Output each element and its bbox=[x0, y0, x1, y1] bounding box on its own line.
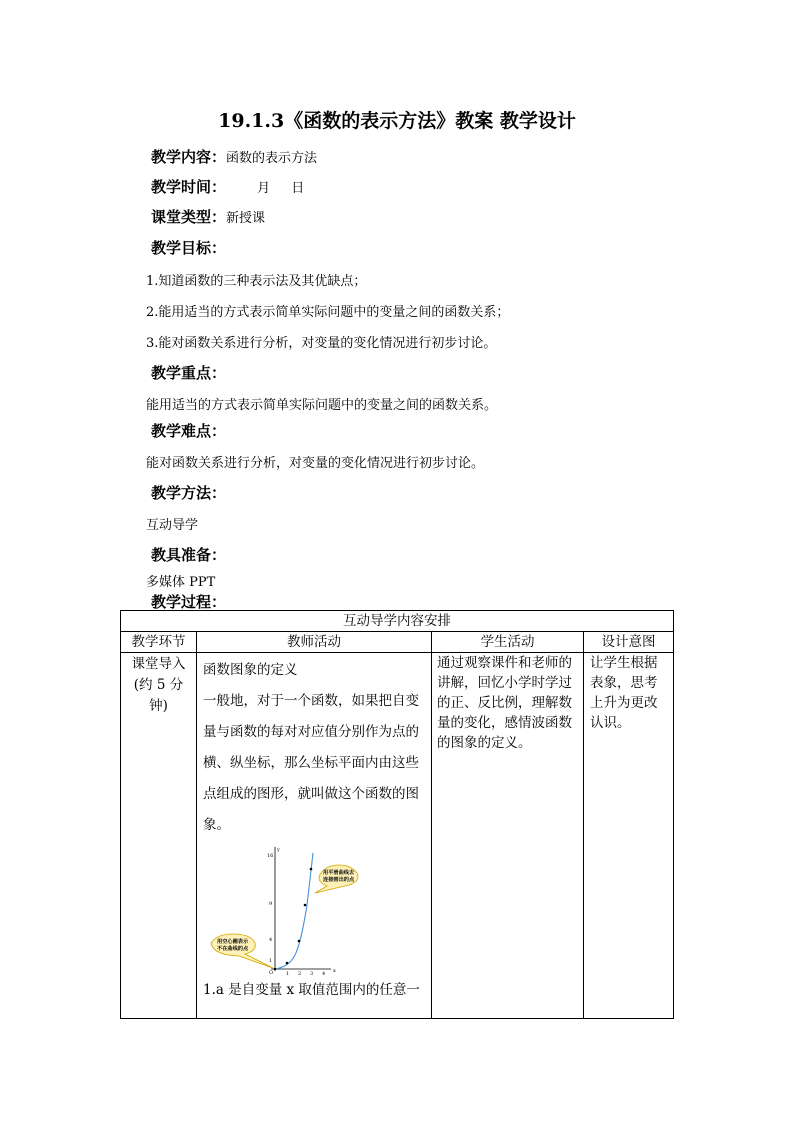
goal-item: 2.能用适当的方式表示简单实际问题中的变量之间的函数关系； bbox=[146, 305, 510, 320]
table-header: 教学环节 bbox=[121, 632, 197, 653]
table-header: 教师活动 bbox=[197, 632, 432, 653]
tools-text: 多媒体 PPT bbox=[146, 575, 216, 590]
teacher-paragraph: 一般地，对于一个函数，如果把自变量与函数的每对对应值分别作为点的横、纵坐标，那么坐标平面内由这些点组成的图形，就叫做这个函数的图象。 bbox=[203, 693, 419, 833]
table-header: 学生活动 bbox=[432, 632, 584, 653]
difficulty-text: 能对函数关系进行分析，对变量的变化情况进行初步讨论。 bbox=[146, 456, 485, 471]
callout-bottom-line: 不在曲线的点 bbox=[217, 946, 249, 952]
teacher-heading: 函数图象的定义 bbox=[203, 662, 298, 678]
page-title: 19.1.3《函数的表示方法》教案 教学设计 bbox=[218, 110, 576, 132]
graph-point bbox=[310, 868, 313, 871]
student-cell: 通过观察课件和老师的讲解，回忆小学时学过的正、反比例，理解数量的变化，感情波函数的图象的定义。 bbox=[432, 653, 584, 1019]
tools-label: 教具准备： bbox=[151, 546, 227, 564]
time-label: 教学时间 bbox=[151, 178, 212, 196]
callout-top-line: 用平滑曲线去 bbox=[323, 870, 355, 876]
process-table bbox=[120, 610, 674, 1019]
time-day: 日 bbox=[291, 181, 305, 196]
goals-label: 教学目标： bbox=[151, 239, 227, 257]
teacher-cell bbox=[197, 653, 432, 1019]
x-tick-label: 4 bbox=[322, 971, 326, 977]
callout-top-line: 连接画出的点 bbox=[323, 877, 355, 883]
key-point-text: 能用适当的方式表示简单实际问题中的变量之间的函数关系。 bbox=[146, 398, 498, 413]
method-label: 教学方法： bbox=[151, 484, 227, 502]
function-curve bbox=[275, 853, 313, 969]
goal-item: 1.知道函数的三种表示法及其优缺点； bbox=[146, 274, 367, 289]
x-tick-label: 1 bbox=[286, 971, 290, 977]
graph-point bbox=[274, 968, 277, 971]
graph-point bbox=[298, 940, 301, 943]
x-tick-label: 2 bbox=[298, 971, 302, 977]
time-month: 月 bbox=[257, 181, 271, 196]
callout-bottom-line: 用空心圈表示 bbox=[217, 939, 249, 945]
intro-line: 钟) bbox=[149, 698, 168, 714]
type-row: 课堂类型：新授课 bbox=[151, 208, 266, 226]
y-tick-label: 9 bbox=[269, 901, 273, 907]
key-point-label: 教学重点： bbox=[151, 364, 227, 382]
intro-cell bbox=[121, 653, 197, 1019]
design-cell: 让学生根据表象，思考上升为更改认识。 bbox=[584, 653, 674, 1019]
y-tick-label: 4 bbox=[269, 937, 273, 943]
process-label: 教学过程： bbox=[151, 593, 227, 611]
difficulty-label: 教学难点： bbox=[151, 422, 227, 440]
type-label: 课堂类型 bbox=[151, 208, 212, 226]
type-value: 新授课 bbox=[226, 211, 266, 226]
method-text: 互动导学 bbox=[146, 518, 199, 533]
goal-item: 3.能对函数关系进行分析，对变量的变化情况进行初步讨论。 bbox=[146, 336, 497, 351]
origin-label: O bbox=[269, 970, 274, 976]
y-tick-label: 16 bbox=[267, 853, 274, 859]
time-row: 教学时间： 月 日 bbox=[151, 178, 305, 196]
x-tick-label: 3 bbox=[310, 971, 314, 977]
table-header: 设计意图 bbox=[584, 632, 674, 653]
intro-line: (约 5 分 bbox=[133, 677, 184, 693]
table-caption: 互动导学内容安排 bbox=[121, 611, 674, 632]
graph-point bbox=[304, 904, 307, 907]
function-graph bbox=[203, 845, 403, 977]
graph-point bbox=[286, 962, 289, 965]
content-label: 教学内容 bbox=[151, 148, 212, 166]
y-tick-label: 1 bbox=[269, 958, 273, 964]
content-row: 教学内容：函数的表示方法 bbox=[151, 148, 318, 166]
content-value: 函数的表示方法 bbox=[226, 151, 318, 166]
y-axis-label: y bbox=[277, 847, 280, 853]
intro-line: 课堂导入 bbox=[131, 656, 186, 672]
x-axis-label: x bbox=[333, 968, 336, 974]
teacher-trailing: 1.a 是自变量 x 取值范围内的任意一 bbox=[203, 982, 420, 998]
